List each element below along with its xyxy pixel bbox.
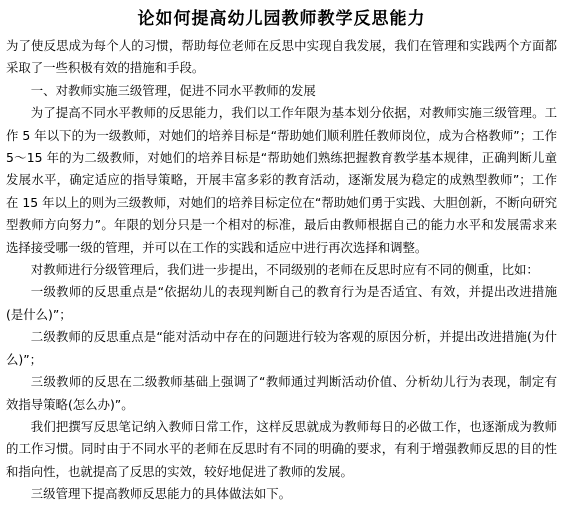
document-title: 论如何提高幼儿园教师教学反思能力 <box>137 9 426 29</box>
paragraph-three-levels: 为了提高不同水平教师的反思能力，我们以工作年限为基本划分依据，对教师实施三级管理。工作 5 年以下的为一级教师，对她们的培养目标是“帮助她们顺利胜任教师岗位，成为合格教师”；工作 5～15 年的为二级教师，对她们的培养目标是“帮助她们熟练把握教育教学基本规律，正确判断儿童发展水平，确定适应的指导策略，开展丰富多彩的教育活动，逐渐发展为稳定的成熟型教师”；工作在 15 年以上的则为三级教师，对她们的培养目标定位在“帮助她们勇于实践、大胆创新，不断向研究型教师方向努力”。年限的划分只是一个相对的标准，最后由教师根据自己的能力水平和发展需求来选择接受哪一级的管理，并可以在工作的实践和适应中进行再次选择和调整。 <box>6 105 557 255</box>
document-body <box>6 35 557 506</box>
paragraph-focus-intro: 对教师进行分级管理后，我们进一步提出，不同级别的老师在反思时应有不同的侧重，比如： <box>30 262 539 278</box>
paragraph-reflection-notes: 我们把撰写反思笔记纳入教师日常工作，这样反思就成为教师每日的必做工作，也逐渐成为教师的工作习惯。同时由于不同水平的老师在反思时有不同的明确的要求，有利于增强教师反思的目的性和指向性，也就提高了反思的实效，较好地促进了教师的发展。 <box>6 418 557 479</box>
section-heading-1: 一、对教师实施三级管理，促进不同水平教师的发展 <box>30 82 316 98</box>
paragraph-level-2-focus: 二级教师的反思重点是“能对活动中存在的问题进行较为客观的原因分析，并提出改进措施(为什么)”； <box>6 329 557 367</box>
paragraph-closing: 三级管理下提高教师反思能力的具体做法如下。 <box>30 486 291 502</box>
paragraph-level-3-focus: 三级教师的反思在二级教师基础上强调了“教师通过判断活动价值、分析幼儿行为表现，制定有效指导策略(怎么办)”。 <box>6 374 557 412</box>
paragraph-level-1-focus: 一级教师的反思重点是“依据幼儿的表现判断自己的教育行为是否适宜、有效，并提出改进措施(是什么)”； <box>6 284 557 322</box>
paragraph-intro: 为了使反思成为每个人的习惯，帮助每位老师在反思中实现自我发展，我们在管理和实践两个方面都采取了一些积极有效的措施和手段。 <box>6 38 557 76</box>
